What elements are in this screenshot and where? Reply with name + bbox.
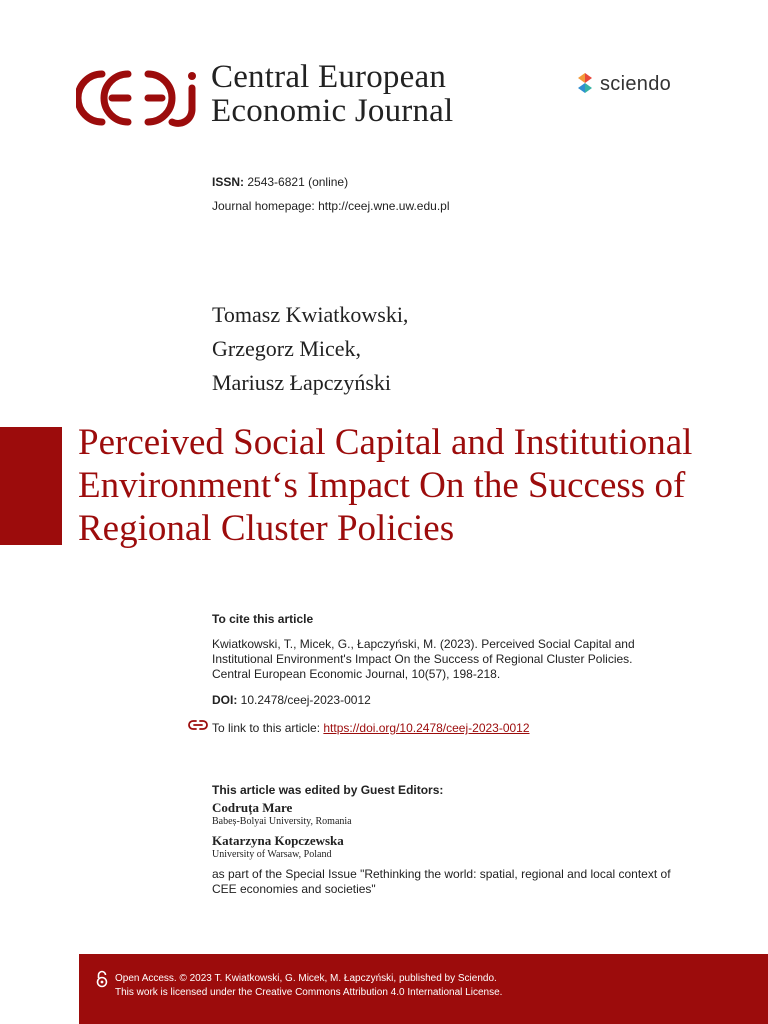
journal-title-line1: Central European [211,59,447,95]
editor-name: Codruța Mare [212,800,293,815]
publisher-logo [576,72,671,96]
author-1: Tomasz Kwiatkowski, [212,302,409,327]
citation-heading: To cite this article [212,612,314,626]
publisher-name: sciendo [600,72,672,95]
editor-name: Katarzyna Kopczewska [212,833,344,848]
link-icon [188,718,208,732]
issn-row [212,174,450,190]
link-prefix: To link to this article: [212,721,324,735]
citation-text: Kwiatkowski, T., Micek, G., Łapczyński, M. (2023). Perceived Social Capital and Institutional Environment's Impact On the Success of Regional Cluster Policies. Central European Economic Journal, 10(57), 198-218. [212,637,635,681]
citation-section [212,612,662,736]
article-title: Perceived Social Capital and Institutional Environment‘s Impact On the Success of Regional Cluster Policies [78,422,693,549]
editor-affiliation: Babeș-Bolyai University, Romania [212,816,352,827]
journal-homepage[interactable]: Journal homepage: http://ceej.wne.uw.edu.pl [212,199,450,213]
license-line-1: Open Access. © 2023 T. Kwiatkowski, G. Micek, M. Łapczyński, published by Sciendo. [115,973,497,984]
journal-title [211,60,453,128]
doi-label: DOI: [212,693,238,707]
author-list [212,298,408,400]
open-access-icon [95,970,109,988]
doi-link[interactable]: https://doi.org/10.2478/ceej-2023-0012 [323,721,530,735]
special-issue-note: as part of the Special Issue "Rethinking the world: spatial, regional and local context of CEE economies and societies" [212,867,671,896]
license-line-2: This work is licensed under the Creative Commons Attribution 4.0 International License. [115,987,503,998]
journal-title-line2: Economic Journal [211,93,454,129]
editor-affiliation: University of Warsaw, Poland [212,849,332,860]
title-accent-bar [0,427,62,545]
author-2: Grzegorz Micek, [212,336,362,361]
guest-editors-section [212,783,682,897]
author-3: Mariusz Łapczyński [212,370,391,395]
issn-label: ISSN: [212,175,245,189]
doi-value: 10.2478/ceej-2023-0012 [237,693,371,707]
journal-meta [212,174,450,222]
sciendo-logo-icon [576,72,594,96]
article-link-row [212,721,662,736]
issn-value: 2543-6821 (online) [244,175,349,189]
license-footer [79,954,768,1024]
editors-heading: This article was edited by Guest Editors: [212,783,444,797]
ceej-logo-icon [76,66,200,130]
doi-row [212,693,662,708]
